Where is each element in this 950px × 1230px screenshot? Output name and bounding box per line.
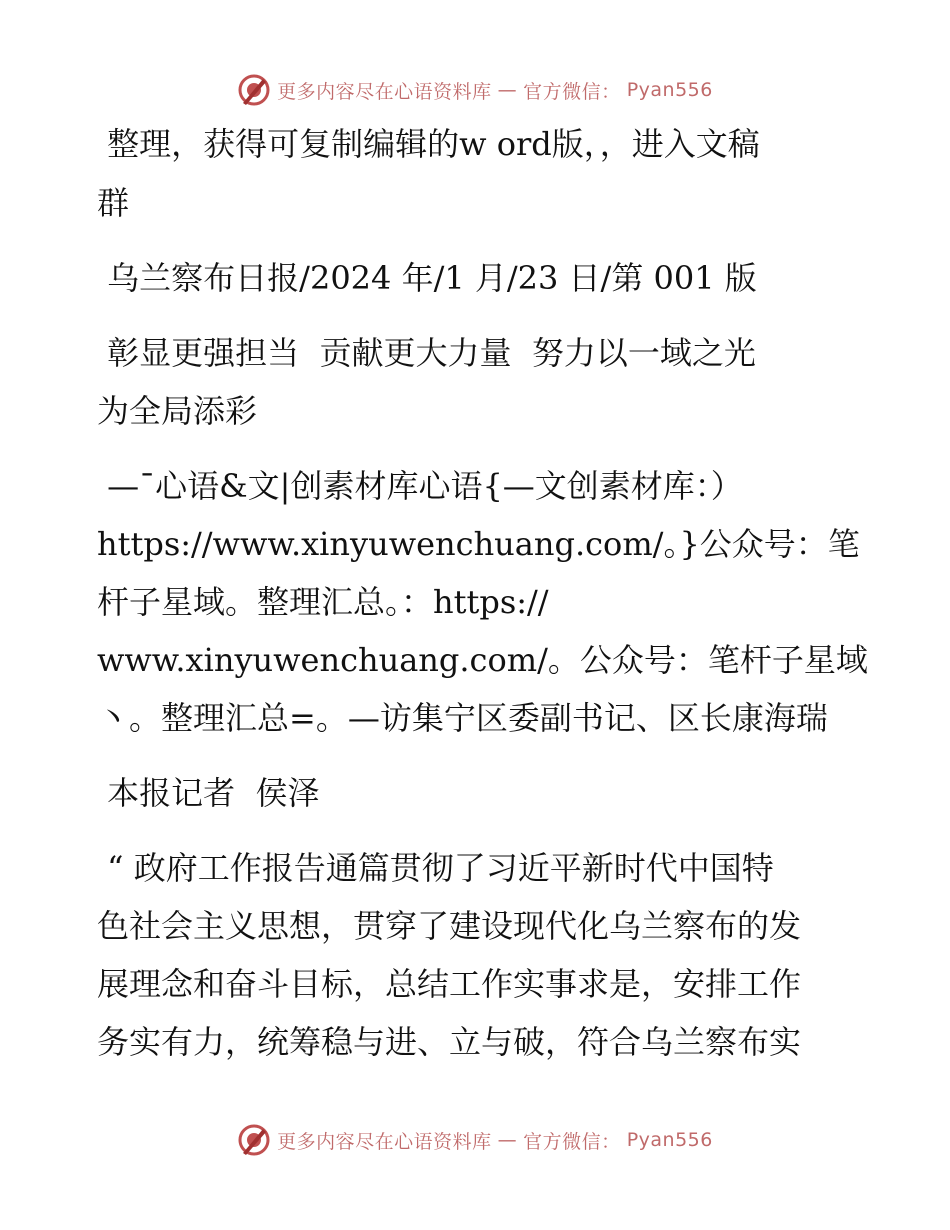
watermark-text-main: 更多内容尽在心语资料库 — [277, 80, 492, 103]
text-line-13: 色社会主义思想，贯穿了建设现代化乌兰察布的发 — [97, 907, 802, 945]
text-line-7: https://www.xinyuwenchuang.com/。}公众号：笔 — [97, 525, 860, 563]
text-line-14: 展理念和奋斗目标，总结工作实事求是，安排工作 — [97, 965, 802, 1003]
text-line-2: 群 — [97, 184, 130, 222]
watermark-content — [237, 73, 713, 107]
text-line-5: 为全局添彩 — [97, 392, 258, 430]
watermark-wechat-label: 官方微信： — [523, 1130, 621, 1153]
text-line-15: 务实有力，统筹稳与进、立与破，符合乌兰察布实 — [97, 1023, 802, 1061]
text-line-11: 本报记者 侯泽 — [97, 774, 320, 812]
watermark-text-main: 更多内容尽在心语资料库 — [277, 1130, 492, 1153]
watermark-wechat-id: Pyan556 — [626, 79, 713, 101]
text-line-3: 乌兰察布日报/2024 年/1 月/23 日/第 001 版 — [97, 259, 757, 297]
text-line-10: 丶。整理汇总=。—访集宁区委副书记、区长康海瑞 — [97, 699, 828, 737]
watermark-wechat-label: 官方微信： — [523, 80, 621, 103]
watermark-wechat-id: Pyan556 — [626, 1129, 713, 1151]
text-line-6: —¯心语&文|创素材库心语{—文创素材库：） — [97, 467, 743, 505]
text-line-1: 整理，获得可复制编辑的w ord版，，进入文稿 — [97, 125, 760, 163]
text-line-8: 杆子星域。整理汇总。：https:// — [97, 583, 549, 621]
watermark-dash: — — [497, 1129, 518, 1151]
pen-logo-icon — [237, 1123, 271, 1157]
pen-logo-icon — [237, 73, 271, 107]
header-watermark-banner — [0, 70, 950, 110]
watermark-dash: — — [497, 79, 518, 101]
text-line-4: 彰显更强担当 贡献更大力量 努力以一域之光 — [97, 334, 756, 372]
watermark-content — [237, 1123, 713, 1157]
text-line-9: www.xinyuwenchuang.com/。公众号：笔杆子星域 — [97, 641, 868, 679]
footer-watermark-banner — [0, 1120, 950, 1160]
text-line-12: “ 政府工作报告通篇贯彻了习近平新时代中国特 — [97, 849, 774, 887]
